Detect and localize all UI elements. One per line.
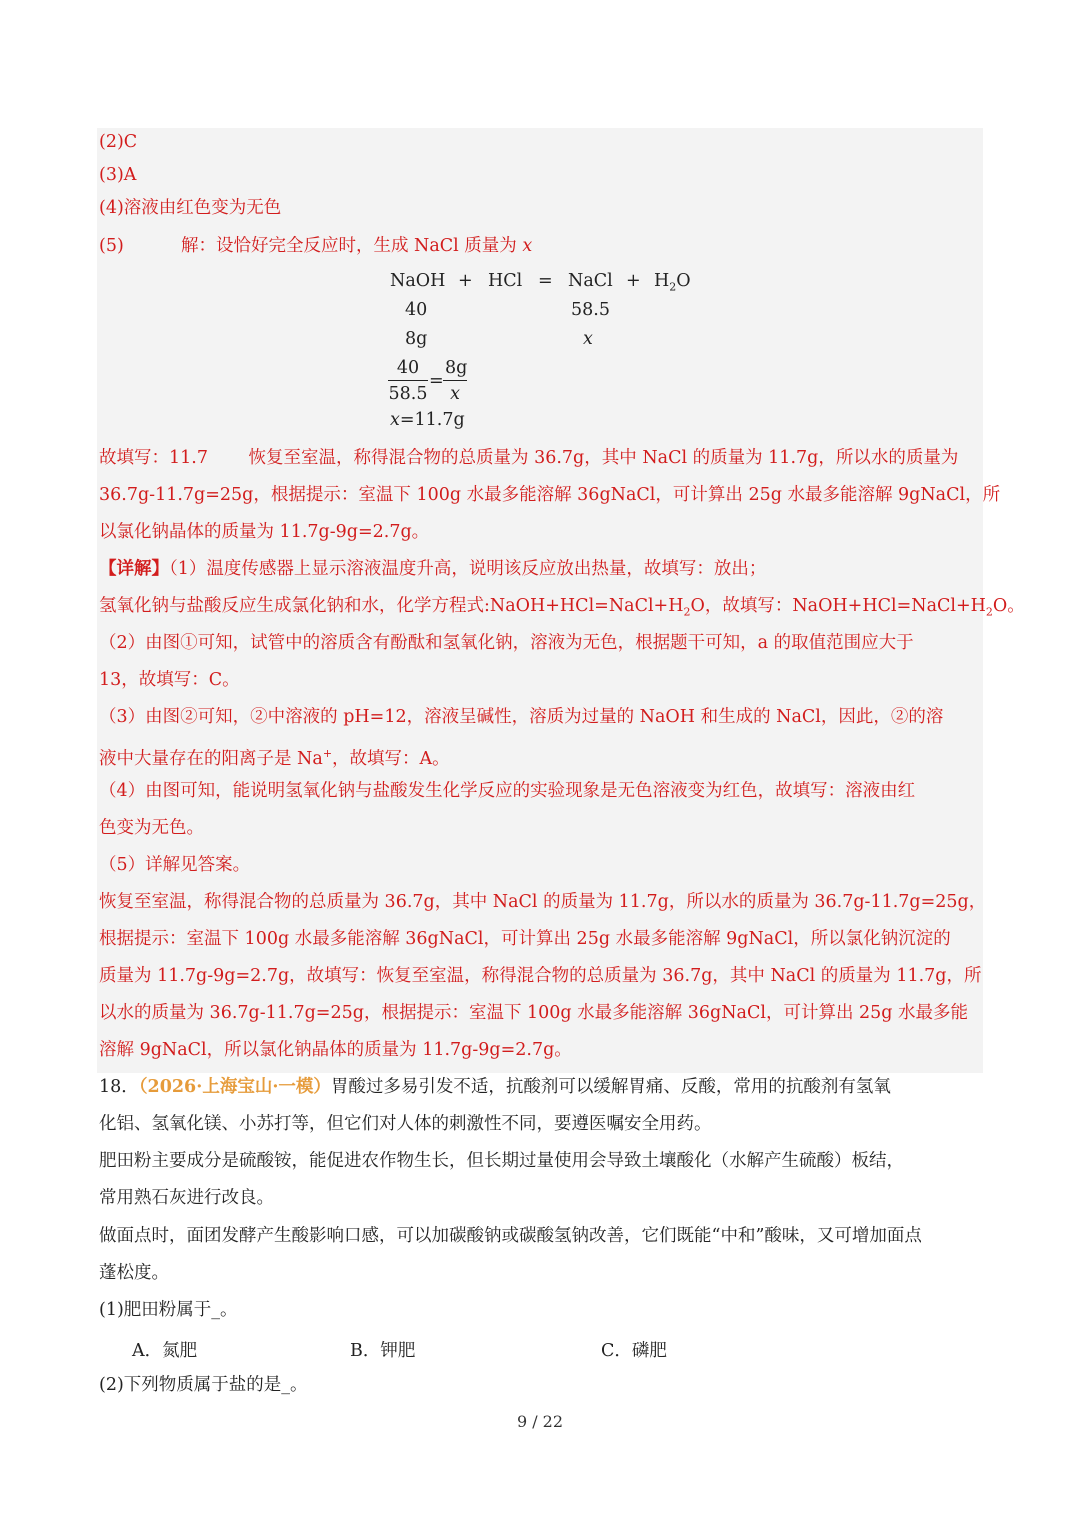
frac-left-numerator: 40 (388, 358, 428, 381)
answer-5-label: (5) (99, 236, 124, 256)
detail-line-11: 根据提示：室温下 100g 水最多能溶解 36gNaCl，可计算出 25g 水最多能溶解 9gNaCl，所以氯化钠沉淀的 (99, 929, 951, 949)
question-18-line-1 (99, 1076, 891, 1098)
sub-question-1: (1)肥田粉属于_。 (99, 1300, 238, 1320)
detail-line-5: （3）由图②可知，②中溶液的 pH=12，溶液呈碱性，溶质为过量的 NaOH 和生成的 NaCl，因此，②的溶 (99, 707, 944, 727)
sub-question-2: (2)下列物质属于盐的是_。 (99, 1375, 308, 1395)
answer-2: (2)C (99, 132, 138, 152)
eq-reactant-hcl: HCl (488, 271, 523, 291)
detail-line-8: 色变为无色。 (99, 818, 204, 838)
eq-mass-naoh: 40 (405, 300, 428, 320)
page-number: 9 / 22 (516, 1412, 564, 1431)
eq-plus-1: + (458, 271, 473, 291)
question-18-line-6: 蓬松度。 (99, 1263, 169, 1283)
eq-mass-nacl: 58.5 (571, 300, 610, 320)
eq-result-variable: x (390, 410, 400, 430)
detail-line-13: 以水的质量为 36.7g-11.7g=25g，根据提示：室温下 100g 水最多能溶解 36gNaCl，可计算出 25g 水最多能 (99, 1003, 969, 1023)
option-c: C．磷肥 (601, 1341, 667, 1361)
detail-line-10: 恢复至室温，称得混合物的总质量为 36.7g，其中 NaCl 的质量为 11.7g，所以水的质量为 36.7g-11.7g=25g， (99, 892, 987, 912)
question-18-line-4: 常用熟石灰进行改良。 (99, 1188, 274, 1208)
answer-4: (4)溶液由红色变为无色 (99, 198, 282, 218)
fill-line-1: 故填写：11.7 恢复至室温，称得混合物的总质量为 36.7g，其中 NaCl 的质量为 11.7g，所以水的质量为 (99, 448, 959, 468)
detail-line-12: 质量为 11.7g-9g=2.7g，故填写：恢复至室温，称得混合物的总质量为 36.7g，其中 NaCl 的质量为 11.7g，所 (99, 966, 982, 986)
detail-line-1 (99, 558, 766, 580)
eq-fraction-right (443, 358, 467, 404)
eq-unknown: x (583, 329, 593, 349)
question-18-line-3: 肥田粉主要成分是硫酸铵，能促进农作物生长，但长期过量使用会导致土壤酸化（水解产生硫酸）板结， (99, 1151, 904, 1171)
question-number: 18． (99, 1077, 139, 1097)
detail-line-3: （2）由图①可知，试管中的溶质含有酚酞和氢氧化钠，溶液为无色，根据题干可知，a 的取值范围应大于 (99, 633, 914, 653)
answer-5-line (99, 235, 532, 257)
fill-line-2: 36.7g-11.7g=25g，根据提示：室温下 100g 水最多能溶解 36gNaCl，可计算出 25g 水最多能溶解 9gNaCl，所 (99, 485, 1001, 505)
eq-result-value: =11.7g (399, 410, 465, 430)
eq-fraction-equals: = (429, 371, 444, 391)
detail-line-4: 13，故填写：C。 (99, 670, 240, 690)
eq-result (390, 410, 465, 430)
eq-product-water: $H_2O$ (654, 271, 691, 294)
eq-product-nacl: NaCl (568, 271, 613, 291)
eq-reactant-naoh: NaOH (390, 271, 446, 291)
question-18-line-2: 化铝、氢氧化镁、小苏打等，但它们对人体的刺激性不同，要遵医嘱安全用药。 (99, 1114, 712, 1134)
answer-3: (3)A (99, 165, 137, 185)
frac-right-denominator: x (450, 384, 460, 404)
eq-equals: = (538, 271, 553, 291)
question-line-1-text: 胃酸过多易引发不适，抗酸剂可以缓解胃痛、反酸，常用的抗酸剂有氢氧 (330, 1077, 891, 1097)
frac-left-denominator: 58.5 (388, 384, 428, 404)
eq-plus-2: + (626, 271, 641, 291)
answer-5-text: 解：设恰好完全反应时，生成 NaCl 质量为 (180, 236, 517, 256)
eq-given-mass: 8g (405, 329, 428, 349)
detail-line-14: 溶解 9gNaCl，所以氯化钠晶体的质量为 11.7g-9g=2.7g。 (99, 1040, 572, 1060)
answer-5-variable: x (522, 236, 533, 256)
eq-fraction-left (388, 358, 428, 404)
option-a: A．氮肥 (132, 1341, 198, 1361)
detail-line-2: 氢氧化钠与盐酸反应生成氯化钠和水，化学方程式$:NaOH+HCl=NaCl+H_2O$，故填写：$NaOH+HCl=NaCl+H_2O$。 (99, 596, 1025, 619)
question-18-line-5: 做面点时，面团发酵产生酸影响口感，可以加碳酸钠或碳酸氢钠改善，它们既能“中和”酸味，又可增加面点 (99, 1226, 922, 1246)
question-source: （2026·上海宝山·一模） (138, 1077, 331, 1097)
detail-tag: 【详解】 (99, 559, 169, 579)
detail-line-1-text: （1）温度传感器上显示溶液温度升高，说明该反应放出热量，故填写：放出； (169, 559, 767, 579)
detail-line-7: （4）由图可知，能说明氢氧化钠与盐酸发生化学反应的实验现象是无色溶液变为红色，故填写：溶液由红 (99, 781, 916, 801)
detail-line-9: （5）详解见答案。 (99, 855, 251, 875)
option-b: B．钾肥 (350, 1341, 416, 1361)
frac-right-numerator: 8g (443, 358, 467, 381)
fill-line-3: 以氯化钠晶体的质量为 11.7g-9g=2.7g。 (99, 522, 430, 542)
detail-line-6: 液中大量存在的阳离子是 Na+，故填写：A。 (99, 747, 450, 769)
